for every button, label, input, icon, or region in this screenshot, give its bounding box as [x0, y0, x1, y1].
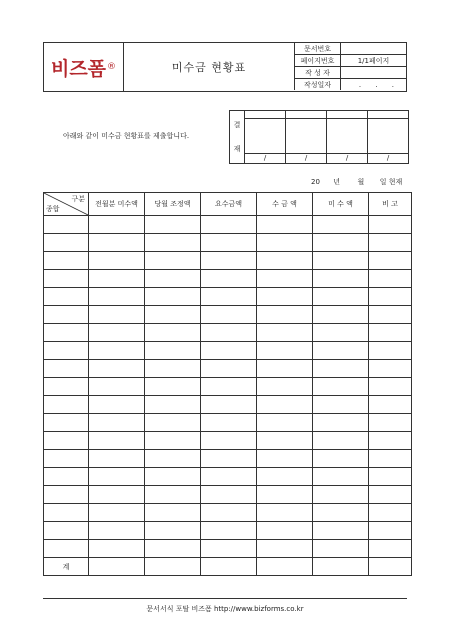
table-cell[interactable]	[313, 486, 369, 504]
table-cell[interactable]	[145, 234, 201, 252]
table-cell[interactable]	[89, 504, 145, 522]
table-cell[interactable]	[369, 468, 412, 486]
table-cell[interactable]	[313, 252, 369, 270]
date-line	[311, 177, 402, 187]
table-row	[44, 270, 412, 288]
table-cell[interactable]	[257, 558, 313, 576]
table-cell[interactable]	[89, 558, 145, 576]
table-cell[interactable]	[145, 216, 201, 234]
table-cell[interactable]	[44, 342, 89, 360]
table-cell[interactable]	[369, 234, 412, 252]
table-cell[interactable]	[257, 414, 313, 432]
approval-label	[230, 111, 245, 164]
date-month: 월	[357, 178, 365, 186]
table-cell[interactable]	[201, 378, 257, 396]
column-header: 미 수 액	[313, 193, 369, 216]
meta-label: 작성일자	[295, 79, 341, 91]
table-cell[interactable]	[44, 522, 89, 540]
table-cell[interactable]	[145, 504, 201, 522]
table-cell[interactable]	[89, 360, 145, 378]
table-cell[interactable]	[44, 468, 89, 486]
table-cell[interactable]	[369, 378, 412, 396]
table-row	[44, 306, 412, 324]
approval-title-slot[interactable]	[245, 111, 286, 119]
total-row	[44, 558, 412, 576]
table-cell[interactable]	[313, 540, 369, 558]
table-cell[interactable]	[313, 360, 369, 378]
table-cell[interactable]	[44, 324, 89, 342]
table-cell[interactable]	[201, 558, 257, 576]
approval-sign-slot[interactable]	[245, 119, 286, 154]
meta-row	[295, 43, 407, 55]
table-cell[interactable]	[257, 504, 313, 522]
table-cell[interactable]	[369, 342, 412, 360]
approval-sign-slot[interactable]	[286, 119, 327, 154]
table-cell[interactable]	[201, 450, 257, 468]
table-cell[interactable]	[89, 522, 145, 540]
approval-title-slot[interactable]	[286, 111, 327, 119]
table-cell[interactable]	[44, 306, 89, 324]
table-cell[interactable]	[369, 558, 412, 576]
table-cell[interactable]	[313, 414, 369, 432]
table-cell[interactable]	[44, 360, 89, 378]
table-cell[interactable]	[89, 468, 145, 486]
table-cell[interactable]	[145, 360, 201, 378]
table-row	[44, 432, 412, 450]
table-cell[interactable]	[145, 522, 201, 540]
table-cell[interactable]	[313, 216, 369, 234]
table-cell[interactable]	[145, 270, 201, 288]
table-cell[interactable]	[369, 450, 412, 468]
meta-row	[295, 55, 407, 67]
column-header: 요수금액	[201, 193, 257, 216]
table-cell[interactable]	[313, 288, 369, 306]
table-cell[interactable]	[313, 450, 369, 468]
table-cell[interactable]	[369, 414, 412, 432]
table-cell[interactable]	[145, 252, 201, 270]
table-cell[interactable]	[145, 558, 201, 576]
document-title: 미수금 현황표	[171, 61, 247, 74]
table-cell[interactable]	[145, 432, 201, 450]
table-cell[interactable]	[369, 360, 412, 378]
table-cell[interactable]	[369, 486, 412, 504]
table-cell[interactable]	[201, 306, 257, 324]
table-cell[interactable]	[44, 486, 89, 504]
table-cell[interactable]	[257, 324, 313, 342]
table-cell[interactable]	[201, 270, 257, 288]
document-meta-table	[294, 43, 406, 90]
table-cell[interactable]	[44, 504, 89, 522]
registered-mark: ®	[107, 62, 117, 72]
table-cell[interactable]	[313, 522, 369, 540]
table-cell[interactable]	[313, 342, 369, 360]
table-cell[interactable]	[145, 324, 201, 342]
table-cell[interactable]	[44, 432, 89, 450]
table-cell[interactable]	[89, 216, 145, 234]
table-cell[interactable]	[313, 558, 369, 576]
table-row	[44, 342, 412, 360]
table-row	[44, 234, 412, 252]
table-cell[interactable]	[145, 486, 201, 504]
table-cell[interactable]	[44, 216, 89, 234]
table-cell[interactable]	[313, 378, 369, 396]
table-cell[interactable]	[201, 288, 257, 306]
table-cell[interactable]	[257, 378, 313, 396]
approval-label-bottom: 재	[233, 145, 241, 153]
approval-date-slot[interactable]: /	[245, 153, 286, 163]
table-cell[interactable]	[257, 396, 313, 414]
table-cell[interactable]	[145, 540, 201, 558]
table-cell[interactable]	[44, 288, 89, 306]
table-cell[interactable]	[313, 432, 369, 450]
table-cell[interactable]	[257, 486, 313, 504]
logo-text: 비즈폼	[50, 57, 107, 80]
footer-text: 문서서식 포탈 비즈폼 http://www.bizforms.co.kr	[146, 605, 304, 613]
table-cell[interactable]	[145, 342, 201, 360]
table-row	[44, 522, 412, 540]
table-cell[interactable]	[201, 504, 257, 522]
table-cell[interactable]	[89, 432, 145, 450]
table-cell[interactable]	[201, 414, 257, 432]
table-cell[interactable]	[201, 360, 257, 378]
table-cell[interactable]	[313, 396, 369, 414]
table-cell[interactable]	[369, 540, 412, 558]
notice-text: 아래와 같이 미수금 현황표를 제출합니다.	[63, 132, 190, 140]
table-cell[interactable]	[369, 270, 412, 288]
table-cell[interactable]	[89, 324, 145, 342]
date-year-prefix: 20	[311, 178, 320, 186]
table-row	[44, 468, 412, 486]
table-cell[interactable]	[313, 234, 369, 252]
approval-sign-slot[interactable]	[368, 119, 409, 154]
table-cell[interactable]	[89, 342, 145, 360]
table-cell[interactable]	[257, 306, 313, 324]
table-cell[interactable]	[257, 468, 313, 486]
table-row	[44, 288, 412, 306]
column-header: 수 금 액	[257, 193, 313, 216]
table-cell[interactable]	[145, 306, 201, 324]
table-cell[interactable]	[89, 414, 145, 432]
table-cell[interactable]	[369, 216, 412, 234]
date-year: 년	[333, 178, 340, 186]
table-cell[interactable]	[201, 396, 257, 414]
table-cell[interactable]	[201, 216, 257, 234]
table-cell[interactable]	[257, 450, 313, 468]
table-cell[interactable]	[369, 396, 412, 414]
approval-title-slot[interactable]	[368, 111, 409, 119]
table-cell[interactable]	[89, 396, 145, 414]
table-row	[44, 486, 412, 504]
table-cell[interactable]	[313, 468, 369, 486]
table-cell[interactable]	[369, 306, 412, 324]
date-day: 일 현재	[379, 178, 403, 186]
table-cell[interactable]	[369, 288, 412, 306]
table-cell[interactable]	[257, 360, 313, 378]
table-cell[interactable]	[369, 504, 412, 522]
table-cell[interactable]	[89, 540, 145, 558]
table-cell[interactable]	[89, 450, 145, 468]
table-row	[44, 540, 412, 558]
meta-row	[295, 67, 407, 79]
approval-label-top: 결	[233, 121, 241, 129]
corner-label-top: 구분	[71, 195, 85, 203]
meta-label: 작 성 자	[295, 67, 341, 79]
table-cell[interactable]	[89, 252, 145, 270]
table-cell[interactable]	[201, 486, 257, 504]
table-cell[interactable]	[313, 306, 369, 324]
table-cell[interactable]	[44, 234, 89, 252]
approval-title-slot[interactable]	[327, 111, 368, 119]
table-cell[interactable]	[145, 450, 201, 468]
table-cell[interactable]	[313, 504, 369, 522]
table-cell[interactable]	[44, 378, 89, 396]
footer-divider	[43, 598, 407, 599]
column-header: 전월분 미수액	[89, 193, 145, 216]
table-cell[interactable]	[89, 378, 145, 396]
table-cell[interactable]	[145, 288, 201, 306]
document-header	[43, 42, 407, 92]
meta-value[interactable]: . . .	[340, 79, 406, 91]
table-cell[interactable]	[257, 522, 313, 540]
table-cell[interactable]	[44, 540, 89, 558]
meta-value[interactable]	[340, 43, 406, 55]
table-row	[44, 360, 412, 378]
table-row	[44, 324, 412, 342]
approval-date-slot[interactable]: /	[327, 153, 368, 163]
table-cell[interactable]	[44, 450, 89, 468]
logo	[44, 43, 124, 91]
approval-date-slot[interactable]: /	[286, 153, 327, 163]
receivables-table	[43, 192, 412, 576]
table-row	[44, 504, 412, 522]
table-cell[interactable]	[201, 342, 257, 360]
column-header: 당월 조정액	[145, 193, 201, 216]
table-cell[interactable]	[89, 234, 145, 252]
approval-box	[229, 110, 409, 164]
column-header: 비 고	[369, 193, 412, 216]
table-cell[interactable]	[201, 468, 257, 486]
table-cell[interactable]	[145, 414, 201, 432]
table-cell[interactable]	[257, 540, 313, 558]
table-cell[interactable]	[257, 216, 313, 234]
table-cell[interactable]	[44, 252, 89, 270]
approval-date-slot[interactable]: /	[368, 153, 409, 163]
table-cell[interactable]	[369, 252, 412, 270]
meta-value[interactable]	[340, 67, 406, 79]
meta-row	[295, 79, 407, 91]
table-row	[44, 414, 412, 432]
table-cell[interactable]	[369, 432, 412, 450]
corner-label-bottom: 종합	[46, 205, 60, 213]
table-row	[44, 216, 412, 234]
total-label: 계	[44, 558, 89, 576]
table-row	[44, 252, 412, 270]
table-cell[interactable]	[44, 396, 89, 414]
table-cell[interactable]	[257, 342, 313, 360]
table-cell[interactable]	[257, 270, 313, 288]
approval-sign-slot[interactable]	[327, 119, 368, 154]
table-cell[interactable]	[89, 270, 145, 288]
table-row	[44, 450, 412, 468]
table-cell[interactable]	[369, 522, 412, 540]
table-cell[interactable]	[201, 432, 257, 450]
corner-header	[44, 193, 89, 216]
table-cell[interactable]	[44, 270, 89, 288]
meta-value[interactable]: 1/1페이지	[340, 55, 406, 67]
table-cell[interactable]	[257, 288, 313, 306]
table-cell[interactable]	[257, 234, 313, 252]
table-cell[interactable]	[145, 396, 201, 414]
table-cell[interactable]	[313, 270, 369, 288]
table-cell[interactable]	[257, 432, 313, 450]
table-cell[interactable]	[201, 234, 257, 252]
table-cell[interactable]	[257, 252, 313, 270]
table-cell[interactable]	[89, 486, 145, 504]
meta-label: 문서번호	[295, 43, 341, 55]
table-cell[interactable]	[313, 324, 369, 342]
table-cell[interactable]	[201, 324, 257, 342]
table-row	[44, 378, 412, 396]
table-row	[44, 396, 412, 414]
table-cell[interactable]	[89, 306, 145, 324]
table-cell[interactable]	[89, 288, 145, 306]
table-cell[interactable]	[201, 522, 257, 540]
meta-label: 페이지번호	[295, 55, 341, 67]
table-cell[interactable]	[201, 540, 257, 558]
table-cell[interactable]	[145, 468, 201, 486]
table-header-row	[44, 193, 412, 216]
table-cell[interactable]	[369, 324, 412, 342]
table-cell[interactable]	[44, 414, 89, 432]
table-cell[interactable]	[145, 378, 201, 396]
table-cell[interactable]	[201, 252, 257, 270]
